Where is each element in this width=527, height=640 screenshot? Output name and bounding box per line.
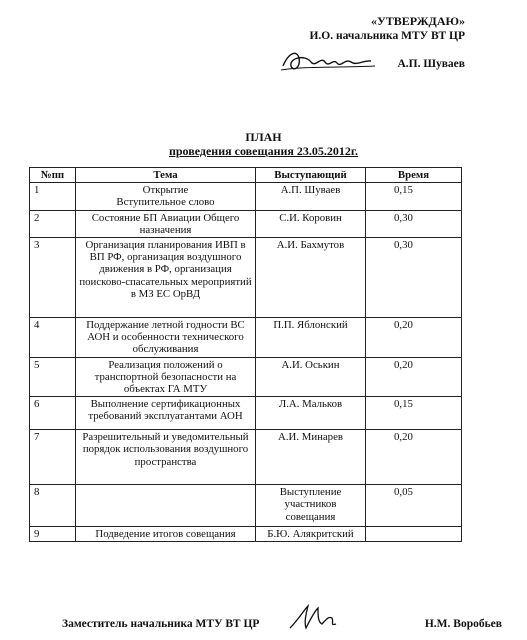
table-row <box>30 357 462 397</box>
row-time: 0,20 <box>366 357 462 397</box>
row-number: 4 <box>30 318 76 358</box>
row-topic <box>76 485 256 527</box>
approval-position: И.О. начальника МТУ ВТ ЦР <box>309 30 465 42</box>
footer-name: Н.М. Воробьев <box>424 618 502 630</box>
row-topic: Подведение итогов совещания <box>76 527 256 542</box>
row-number: 6 <box>30 397 76 430</box>
row-number: 3 <box>30 238 76 318</box>
footer-signature <box>284 602 354 632</box>
row-topic: Разрешительный и уведомительный порядок использования воздушного пространства <box>76 430 256 485</box>
row-speaker: С.И. Коровин <box>256 210 366 237</box>
approval-block <box>275 14 465 78</box>
row-number: 8 <box>30 485 76 527</box>
document-title <box>0 130 527 158</box>
approval-signature-row <box>275 46 465 78</box>
row-time <box>366 527 462 542</box>
row-number: 5 <box>30 357 76 397</box>
agenda-table <box>29 167 462 542</box>
row-speaker: А.И. Оськин <box>256 357 366 397</box>
header-topic: Тема <box>76 168 256 183</box>
header-num: №пп <box>30 168 76 183</box>
row-speaker: Б.Ю. Алякритский <box>256 527 366 542</box>
header-time: Время <box>366 168 462 183</box>
agenda-body <box>30 183 462 542</box>
title-subtitle: проведения совещания 23.05.2012г. <box>168 144 359 158</box>
table-row <box>30 397 462 430</box>
row-number: 7 <box>30 430 76 485</box>
row-number: 9 <box>30 527 76 542</box>
approval-stamp: «УТВЕРЖДАЮ» <box>370 14 465 28</box>
table-row <box>30 238 462 318</box>
row-topic: Поддержание летной годности ВС АОН и особенности технического обслуживания <box>76 318 256 358</box>
row-time: 0,30 <box>366 210 462 237</box>
row-speaker: Л.А. Мальков <box>256 397 366 430</box>
footer-position: Заместитель начальника МТУ ВТ ЦР <box>62 618 260 630</box>
row-topic: Открытие Вступительное слово <box>76 183 256 210</box>
table-header-row <box>30 168 462 183</box>
table-row <box>30 485 462 527</box>
table-row <box>30 318 462 358</box>
row-speaker: А.И. Бахмутов <box>256 238 366 318</box>
table-row <box>30 210 462 237</box>
row-topic: Организация планирования ИВП в ВП РФ, организация воздушного движения в РФ, организация поисково-спасательных мероприятий в МЗ ЕС ОрВД <box>76 238 256 318</box>
row-time: 0,05 <box>366 485 462 527</box>
approval-name: А.П. Шуваев <box>397 58 465 70</box>
row-time: 0,15 <box>366 397 462 430</box>
row-topic: Реализация положений о транспортной безопасности на объектах ГА МТУ <box>76 357 256 397</box>
header-speaker: Выступающий <box>256 168 366 183</box>
footer-block <box>62 608 502 632</box>
row-topic: Состояние БП Авиации Общего назначения <box>76 210 256 237</box>
row-speaker: А.П. Шуваев <box>256 183 366 210</box>
title-main: ПЛАН <box>245 130 282 144</box>
row-number: 2 <box>30 210 76 237</box>
row-topic: Выполнение сертификационных требований эксплуатантами АОН <box>76 397 256 430</box>
row-time: 0,15 <box>366 183 462 210</box>
row-time: 0,20 <box>366 318 462 358</box>
approval-signature <box>275 46 385 78</box>
row-time: 0,30 <box>366 238 462 318</box>
table-row <box>30 527 462 542</box>
row-speaker: П.П. Яблонский <box>256 318 366 358</box>
table-row <box>30 430 462 485</box>
row-number: 1 <box>30 183 76 210</box>
row-speaker: А.И. Минарев <box>256 430 366 485</box>
row-speaker: Выступление участников совещания <box>256 485 366 527</box>
row-time: 0,20 <box>366 430 462 485</box>
table-row <box>30 183 462 210</box>
